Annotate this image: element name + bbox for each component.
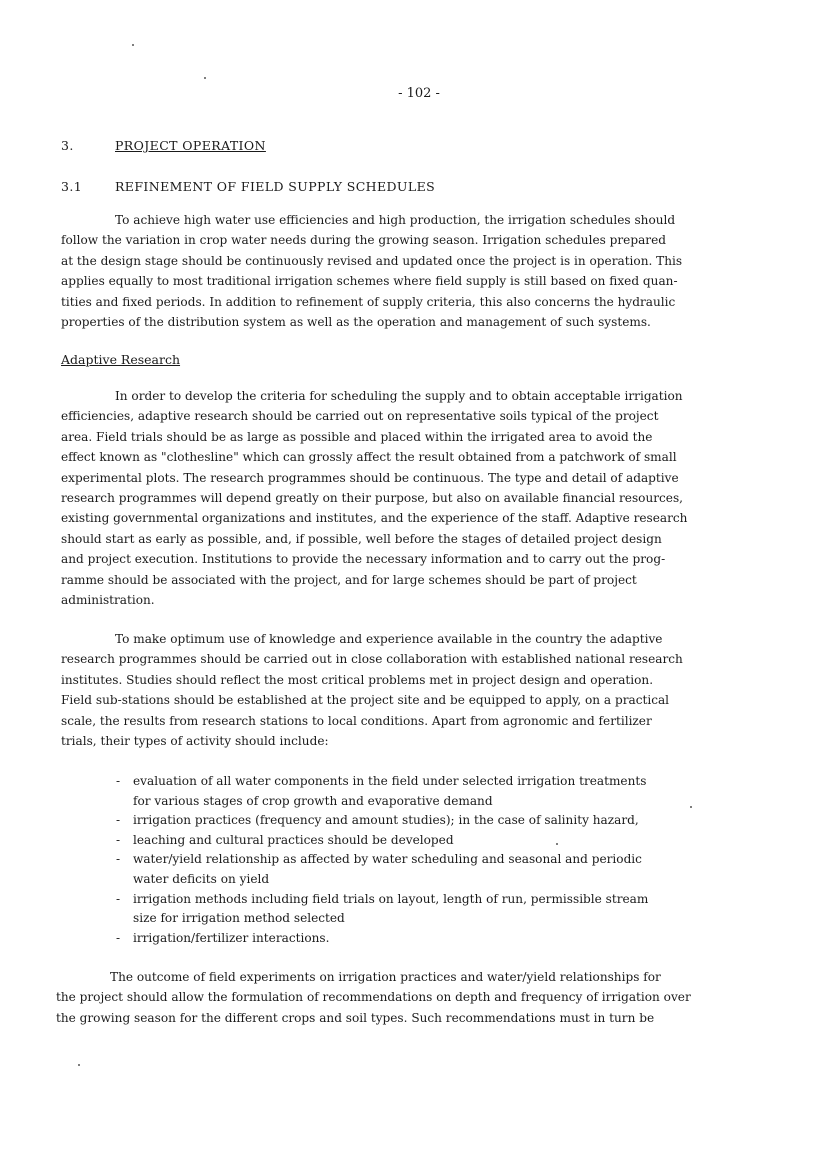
text-line: properties of the distribution system as well as the operation and management of such systems. bbox=[61, 315, 651, 330]
list-item-line: size for irrigation method selected bbox=[133, 911, 345, 926]
activity-list bbox=[116, 772, 736, 948]
text-line: Field sub-stations should be established at the project site and be equipped to apply, on a practical bbox=[61, 693, 670, 708]
list-item-line: evaluation of all water components in the field under selected irrigation treatments bbox=[133, 774, 647, 788]
adaptive-research-heading: Adaptive Research bbox=[61, 352, 181, 367]
scan-speck bbox=[132, 44, 134, 46]
list-item bbox=[116, 850, 736, 889]
list-item-line: water deficits on yield bbox=[133, 871, 270, 886]
paragraph-outcome bbox=[56, 967, 762, 1028]
text-line: applies equally to most traditional irrigation schemes where field supply is still based on fixed quan- bbox=[61, 274, 678, 289]
page-number: - 102 - bbox=[398, 86, 440, 101]
text-line: follow the variation in crop water needs during the growing season. Irrigation schedules prepared bbox=[61, 233, 666, 248]
text-line: area. Field trials should be as large as possible and placed within the irrigated area to avoid the bbox=[61, 429, 653, 444]
bullet-marker: - bbox=[116, 891, 121, 906]
list-item-line: water/yield relationship as affected by water scheduling and seasonal and periodic bbox=[133, 852, 642, 867]
text-line: tities and fixed periods. In addition to refinement of supply criteria, this also concerns the hydraulic bbox=[61, 294, 676, 309]
subsection-heading bbox=[61, 179, 435, 194]
text-line: administration. bbox=[61, 593, 155, 608]
text-line: scale, the results from research stations to local conditions. Apart from agronomic and fertilizer bbox=[61, 713, 652, 728]
text-line: effect known as "clothesline" which can grossly affect the result obtained from a patchwork of small bbox=[61, 450, 677, 465]
list-item-line: irrigation practices (frequency and amount studies); in the case of salinity hazard, bbox=[133, 813, 639, 828]
text-line: trials, their types of activity should include: bbox=[61, 734, 329, 749]
text-line: In order to develop the criteria for scheduling the supply and to obtain acceptable irrigation bbox=[115, 389, 683, 403]
list-item-line: leaching and cultural practices should be developed bbox=[133, 832, 454, 847]
list-item-line: for various stages of crop growth and evaporative demand bbox=[133, 793, 493, 808]
scan-speck bbox=[204, 77, 206, 79]
text-line: To make optimum use of knowledge and experience available in the country the adaptive bbox=[115, 632, 663, 646]
bullet-marker: - bbox=[116, 852, 121, 867]
text-line: existing governmental organizations and institutes, and the experience of the staff. Adaptive research bbox=[61, 511, 688, 526]
list-item-line: irrigation methods including field trials on layout, length of run, permissible stream bbox=[133, 891, 649, 906]
list-item bbox=[116, 831, 736, 851]
text-line: experimental plots. The research programmes should be continuous. The type and detail of adaptive bbox=[61, 470, 679, 485]
text-line: To achieve high water use efficiencies and high production, the irrigation schedules should bbox=[115, 213, 676, 227]
section-title: PROJECT OPERATION bbox=[115, 138, 266, 153]
text-line: research programmes should be carried out in close collaboration with established national research bbox=[61, 652, 683, 667]
paragraph-adaptive-research bbox=[61, 386, 763, 610]
list-item bbox=[116, 811, 736, 831]
bullet-marker: - bbox=[116, 930, 121, 945]
text-line: at the design stage should be continuously revised and updated once the project is in operation. This bbox=[61, 253, 683, 268]
paragraph-collaboration bbox=[61, 629, 763, 751]
text-line: the project should allow the formulation of recommendations on depth and frequency of irrigation over bbox=[56, 990, 691, 1005]
text-line: institutes. Studies should reflect the most critical problems met in project design and operation. bbox=[61, 672, 654, 687]
bullet-marker: - bbox=[116, 832, 121, 847]
list-item bbox=[116, 890, 736, 929]
bullet-marker: - bbox=[116, 813, 121, 828]
list-item bbox=[116, 772, 736, 811]
subsection-number: 3.1 bbox=[61, 179, 83, 194]
text-line: and project execution. Institutions to provide the necessary information and to carry out the prog- bbox=[61, 552, 666, 567]
text-line: ramme should be associated with the project, and for large schemes should be part of project bbox=[61, 572, 637, 587]
bullet-marker: - bbox=[116, 774, 121, 788]
text-line: research programmes will depend greatly on their purpose, but also on available financial resources, bbox=[61, 491, 684, 506]
scan-speck bbox=[78, 1064, 80, 1066]
text-line: efficiencies, adaptive research should be carried out on representative soils typical of the project bbox=[61, 409, 659, 424]
list-item bbox=[116, 929, 736, 949]
text-line: the growing season for the different crops and soil types. Such recommendations must in turn be bbox=[56, 1010, 655, 1025]
paragraph-refinement bbox=[61, 210, 763, 332]
section-number: 3. bbox=[61, 138, 74, 153]
text-line: The outcome of field experiments on irrigation practices and water/yield relationships for bbox=[110, 970, 661, 984]
list-item-line: irrigation/fertilizer interactions. bbox=[133, 930, 330, 945]
text-line: should start as early as possible, and, if possible, well before the stages of detailed project design bbox=[61, 531, 662, 546]
scan-speck bbox=[690, 806, 692, 808]
section-heading bbox=[61, 138, 266, 153]
subsection-title: REFINEMENT OF FIELD SUPPLY SCHEDULES bbox=[115, 179, 436, 194]
scan-speck bbox=[556, 843, 558, 845]
